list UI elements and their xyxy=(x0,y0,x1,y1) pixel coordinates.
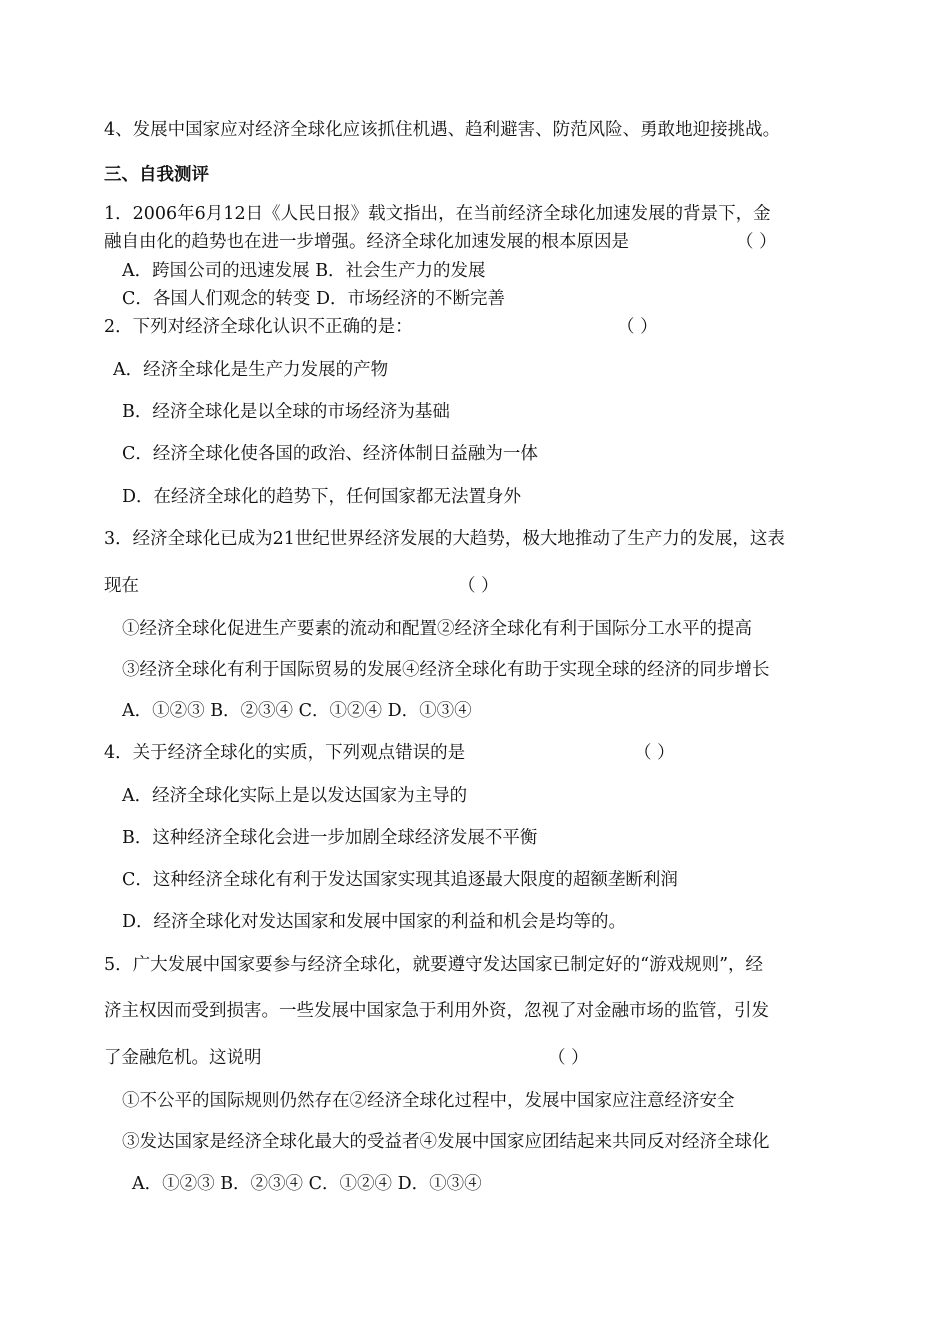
question-5-statements-line-1: ①不公平的国际规则仍然存在②经济全球化过程中，发展中国家应注意经济安全 xyxy=(122,1091,735,1111)
question-2-answer-blank: （ ） xyxy=(617,317,658,337)
question-2-option-c: C．经济全球化使各国的政治、经济体制日益融为一体 xyxy=(122,444,538,464)
question-1-options-line-2: C．各国人们观念的转变 D．市场经济的不断完善 xyxy=(122,289,505,309)
question-1-stem-line-1: 1．2006年6月12日《人民日报》载文指出，在当前经济全球化加速发展的背景下，金 xyxy=(104,204,771,224)
question-4-option-c: C．这种经济全球化有利于发达国家实现其追逐最大限度的超额垄断利润 xyxy=(122,870,678,890)
question-5-answer-blank: （ ） xyxy=(548,1048,589,1068)
question-3-answer-blank: （ ） xyxy=(458,576,499,596)
question-2-option-d: D．在经济全球化的趋势下，任何国家都无法置身外 xyxy=(122,487,522,507)
question-5-options: A．①②③ B．②③④ C．①②④ D．①③④ xyxy=(132,1174,482,1194)
question-3-statements-line-1: ①经济全球化促进生产要素的流动和配置②经济全球化有利于国际分工水平的提高 xyxy=(122,619,752,639)
question-2-stem: 2．下列对经济全球化认识不正确的是： xyxy=(104,317,413,337)
question-4-option-a: A．经济全球化实际上是以发达国家为主导的 xyxy=(122,786,468,806)
question-5-stem-line-3: 了金融危机。这说明 xyxy=(104,1048,262,1068)
question-3-stem-line-2: 现在 xyxy=(104,576,139,596)
question-5-statements-line-2: ③发达国家是经济全球化最大的受益者④发展中国家应团结起来共同反对经济全球化 xyxy=(122,1132,770,1152)
question-3-statements-line-2: ③经济全球化有利于国际贸易的发展④经济全球化有助于实现全球的经济的同步增长 xyxy=(122,660,770,680)
question-4-option-b: B．这种经济全球化会进一步加剧全球经济发展不平衡 xyxy=(122,828,538,848)
question-1-options-line-1: A．跨国公司的迅速发展 B．社会生产力的发展 xyxy=(122,261,486,281)
question-3-options: A．①②③ B．②③④ C．①②④ D．①③④ xyxy=(122,701,472,721)
question-4-stem: 4．关于经济全球化的实质，下列观点错误的是 xyxy=(104,743,466,763)
intro-point-4: 4、发展中国家应对经济全球化应该抓住机遇、趋利避害、防范风险、勇敢地迎接挑战。 xyxy=(104,120,781,140)
question-5-stem-line-2: 济主权因而受到损害。一些发展中国家急于利用外资，忽视了对金融市场的监管，引发 xyxy=(104,1001,769,1021)
question-1-answer-blank: （ ） xyxy=(736,232,777,252)
question-1-stem-line-2: 融自由化的趋势也在进一步增强。经济全球化加速发展的根本原因是 xyxy=(104,232,629,252)
section-title: 三、自我测评 xyxy=(104,165,209,185)
question-3-stem-line-1: 3．经济全球化已成为21世纪世界经济发展的大趋势，极大地推动了生产力的发展，这表 xyxy=(104,529,785,549)
question-4-answer-blank: （ ） xyxy=(634,743,675,763)
question-2-option-b: B．经济全球化是以全球的市场经济为基础 xyxy=(122,402,450,422)
question-2-option-a: A．经济全球化是生产力发展的产物 xyxy=(113,360,389,380)
question-4-option-d: D．经济全球化对发达国家和发展中国家的利益和机会是均等的。 xyxy=(122,912,627,932)
question-5-stem-line-1: 5．广大发展中国家要参与经济全球化，就要遵守发达国家已制定好的“游戏规则”，经 xyxy=(104,955,764,975)
